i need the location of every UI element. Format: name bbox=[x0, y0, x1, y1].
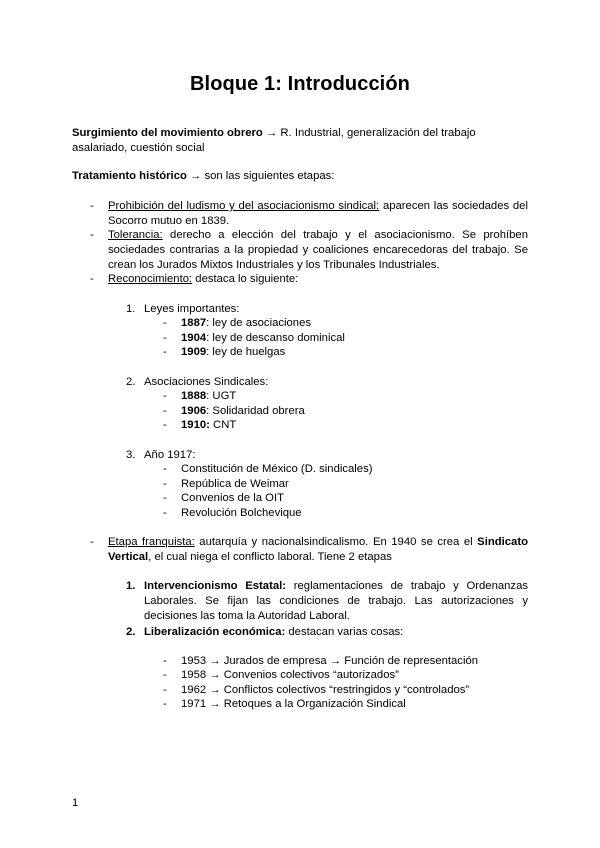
asociacion-text: : Solidaridad obrera bbox=[206, 405, 305, 417]
liberalizacion-item: 1958 → Convenios colectivos “autorizados” bbox=[181, 669, 399, 681]
bullet-dash: - bbox=[163, 478, 167, 490]
etapa-reconocimiento-text: destaca lo siguiente: bbox=[192, 273, 299, 285]
page-title: Bloque 1: Introducción bbox=[190, 73, 410, 95]
franquista-etapa bbox=[144, 625, 528, 640]
anio1917-item: Convenios de la OIT bbox=[181, 492, 284, 504]
franquista-text1: autarquía y nacionalsindicalismo. En 1940 se crea el bbox=[194, 536, 478, 548]
bullet-dash: - bbox=[90, 200, 94, 212]
leyes-heading: Leyes importantes: bbox=[144, 303, 240, 315]
tratamiento-paragraph bbox=[72, 169, 528, 184]
franquista-etapa-label: Liberalización económica: bbox=[144, 626, 286, 638]
list-number: 2. bbox=[126, 626, 136, 638]
tratamiento-text: → son las siguientes etapas: bbox=[186, 170, 335, 182]
ley-text: : ley de asociaciones bbox=[206, 317, 312, 329]
bullet-dash: - bbox=[90, 273, 94, 285]
franquista-label: Etapa franquista: bbox=[108, 536, 195, 548]
bullet-dash: - bbox=[163, 669, 167, 681]
bullet-dash: - bbox=[163, 684, 167, 696]
franquista-bold: Sindicato Vertical bbox=[108, 536, 528, 563]
etapa-reconocimiento bbox=[108, 272, 528, 287]
bullet-dash: - bbox=[90, 536, 94, 548]
bullet-dash: - bbox=[163, 390, 167, 402]
anio1917-heading: Año 1917: bbox=[144, 449, 196, 461]
bullet-dash: - bbox=[163, 317, 167, 329]
anio1917-item: República de Weimar bbox=[181, 478, 289, 490]
bullet-dash: - bbox=[163, 492, 167, 504]
ley-year: 1887 bbox=[181, 317, 207, 329]
ley-year: 1904 bbox=[181, 332, 207, 344]
ley-item bbox=[181, 316, 311, 331]
bullet-dash: - bbox=[90, 229, 94, 241]
bullet-dash: - bbox=[163, 405, 167, 417]
liberalizacion-item: 1971 → Retoques a la Organización Sindical bbox=[181, 698, 406, 710]
etapa-tolerancia bbox=[108, 228, 528, 273]
etapa-reconocimiento-label: Reconocimiento: bbox=[108, 273, 193, 285]
franquista-etapa-text: reglamentaciones de trabajo y Ordenanzas Laborales. Se fijan las condiciones de trabajo. Las autorizaciones y decisiones las toma la Autoridad Laboral. bbox=[144, 580, 528, 622]
intro-label: Surgimiento del movimiento obrero bbox=[72, 127, 263, 139]
etapa-prohibicion-text: aparecen las sociedades del Socorro mutuo en 1839. bbox=[108, 200, 528, 227]
list-number: 3. bbox=[126, 449, 136, 461]
etapa-prohibicion bbox=[108, 199, 528, 229]
etapa-tolerancia-label: Tolerancia: bbox=[108, 229, 163, 241]
bullet-dash: - bbox=[163, 698, 167, 710]
liberalizacion-item: 1962 → Conflictos colectivos “restringidos y “controlados” bbox=[181, 684, 470, 696]
ley-text: : ley de huelgas bbox=[206, 346, 286, 358]
asociacion-text: : UGT bbox=[206, 390, 237, 402]
bullet-dash: - bbox=[163, 655, 167, 667]
franquista-text2: , el cual niega el conflicto laboral. Tiene 2 etapas bbox=[148, 551, 392, 563]
ley-text: : ley de descanso dominical bbox=[206, 332, 345, 344]
liberalizacion-item: 1953 → Jurados de empresa → Función de representación bbox=[181, 655, 479, 667]
franquista-etapa-text: destacan varias cosas: bbox=[285, 626, 404, 638]
asociacion-text: CNT bbox=[209, 419, 237, 431]
bullet-dash: - bbox=[163, 346, 167, 358]
intro-paragraph bbox=[72, 126, 528, 156]
ley-item bbox=[181, 331, 345, 346]
list-number: 2. bbox=[126, 376, 136, 388]
bullet-dash: - bbox=[163, 507, 167, 519]
asociacion-year: 1888 bbox=[181, 390, 207, 402]
list-number: 1. bbox=[126, 580, 136, 592]
bullet-dash: - bbox=[163, 463, 167, 475]
franquista-etapa bbox=[144, 579, 528, 624]
asociacion-year: 1910: bbox=[181, 419, 210, 431]
list-number: 1. bbox=[126, 303, 136, 315]
etapa-franquista bbox=[108, 535, 528, 565]
page-number: 1 bbox=[72, 797, 79, 809]
asociaciones-heading: Asociaciones Sindicales: bbox=[144, 376, 269, 388]
tratamiento-label: Tratamiento histórico bbox=[72, 170, 187, 182]
franquista-etapa-label: Intervencionismo Estatal: bbox=[144, 580, 287, 592]
etapa-tolerancia-text: derecho a elección del trabajo y el asociacionismo. Se prohíben sociedades contrarias a la propiedad y coaliciones encarecedoras del trabajo. Se crean los Jurados Mixtos Industriales y los Tribunales Industriales. bbox=[108, 229, 528, 271]
intro-text: → R. Industrial, generalización del trabajo asalariado, cuestión social bbox=[72, 127, 476, 154]
anio1917-item: Revolución Bolchevique bbox=[181, 507, 302, 519]
bullet-dash: - bbox=[163, 332, 167, 344]
asociacion-item bbox=[181, 389, 236, 404]
asociacion-year: 1906 bbox=[181, 405, 207, 417]
etapa-prohibicion-label: Prohibición del ludismo y del asociacionismo sindical: bbox=[108, 200, 380, 212]
ley-year: 1909 bbox=[181, 346, 207, 358]
asociacion-item bbox=[181, 418, 236, 433]
anio1917-item: Constitución de México (D. sindicales) bbox=[181, 463, 373, 475]
bullet-dash: - bbox=[163, 419, 167, 431]
asociacion-item bbox=[181, 404, 305, 419]
ley-item bbox=[181, 345, 285, 360]
